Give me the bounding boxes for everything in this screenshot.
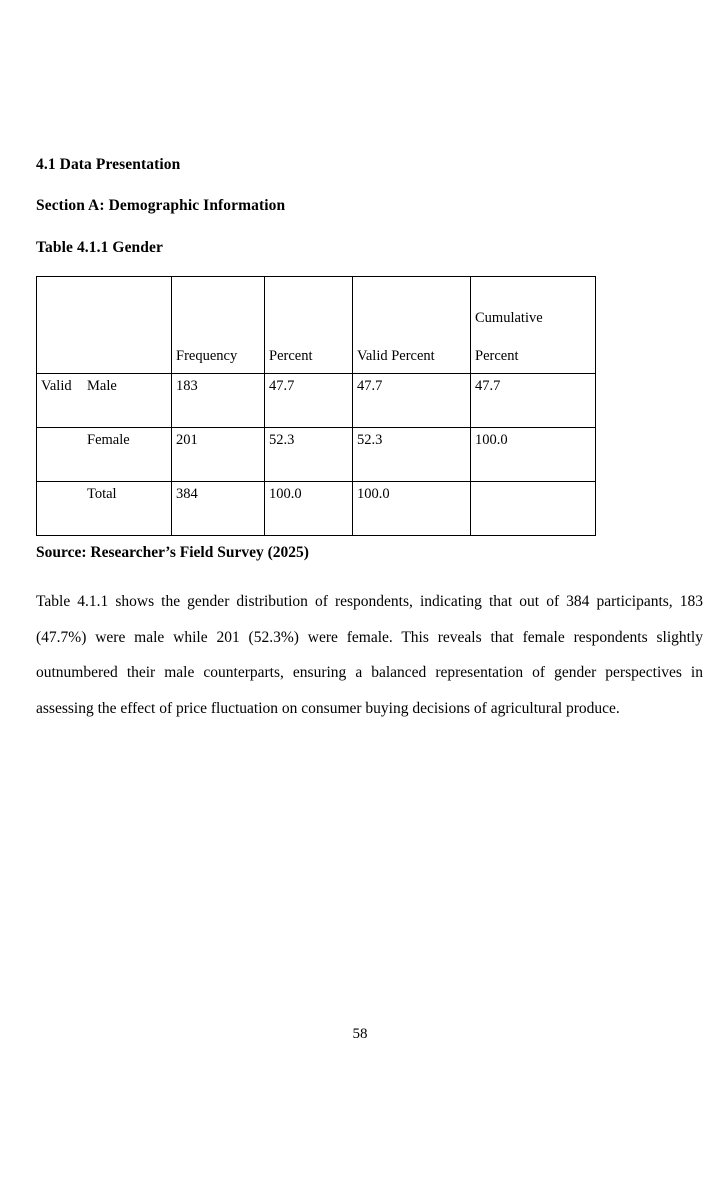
cell-female-valid-percent: 52.3 [353, 428, 471, 482]
column-header-cumulative-percent [471, 277, 596, 374]
cell-male-valid-percent: 47.7 [353, 374, 471, 428]
row-label-female-text: Female [87, 432, 130, 449]
table-row [37, 374, 596, 428]
row-label-total-text: Total [87, 486, 117, 503]
cell-total-valid-percent: 100.0 [353, 482, 471, 536]
cell-male-cumulative-percent: 47.7 [471, 374, 596, 428]
column-header-percent [265, 277, 353, 374]
source-note: Source: Researcher’s Field Survey (2025) [36, 544, 309, 562]
row-label-male-text: Male [87, 378, 117, 395]
row-label-total [37, 482, 172, 536]
cell-total-cumulative-percent [471, 482, 596, 536]
column-header-valid-percent [353, 277, 471, 374]
table-caption: Table 4.1.1 Gender [36, 238, 163, 256]
table-row [37, 428, 596, 482]
gender-statistics-table [36, 276, 596, 536]
cell-total-percent: 100.0 [265, 482, 353, 536]
table-header [37, 277, 596, 374]
body-paragraph: Table 4.1.1 shows the gender distribution of respondents, indicating that out of 384 participants, 183 (47.7%) were male while 201 (52.3%) were female. This reveals that female respondents slightly outnumbered their male counterparts, ensuring a balanced representation of gender perspectives in assessing the effect of price fluctuation on consumer buying decisions of agricultural produce. [36, 593, 703, 718]
page-content [36, 155, 704, 727]
table-row [37, 482, 596, 536]
column-header-cumulative-line2: Percent [475, 347, 519, 364]
column-header-percent-label: Percent [269, 347, 313, 364]
row-label-female [37, 428, 172, 482]
subsection-heading: Section A: Demographic Information [36, 197, 286, 215]
table-header-row [37, 277, 596, 374]
cell-male-percent: 47.7 [265, 374, 353, 428]
page-number: 58 [352, 1026, 368, 1042]
column-header-frequency-label: Frequency [176, 347, 238, 364]
column-header-frequency [172, 277, 265, 374]
column-header-valid-percent-label: Valid Percent [357, 347, 435, 364]
row-group-valid: Valid [41, 378, 72, 395]
cell-total-frequency: 384 [172, 482, 265, 536]
cell-female-percent: 52.3 [265, 428, 353, 482]
row-label-male [37, 374, 172, 428]
column-header-cumulative-line1: Cumulative [475, 310, 543, 327]
table-body [37, 374, 596, 536]
cell-female-frequency: 201 [172, 428, 265, 482]
section-heading: 4.1 Data Presentation [36, 156, 181, 173]
cell-male-frequency: 183 [172, 374, 265, 428]
cell-female-cumulative-percent: 100.0 [471, 428, 596, 482]
column-header-blank [37, 277, 172, 374]
